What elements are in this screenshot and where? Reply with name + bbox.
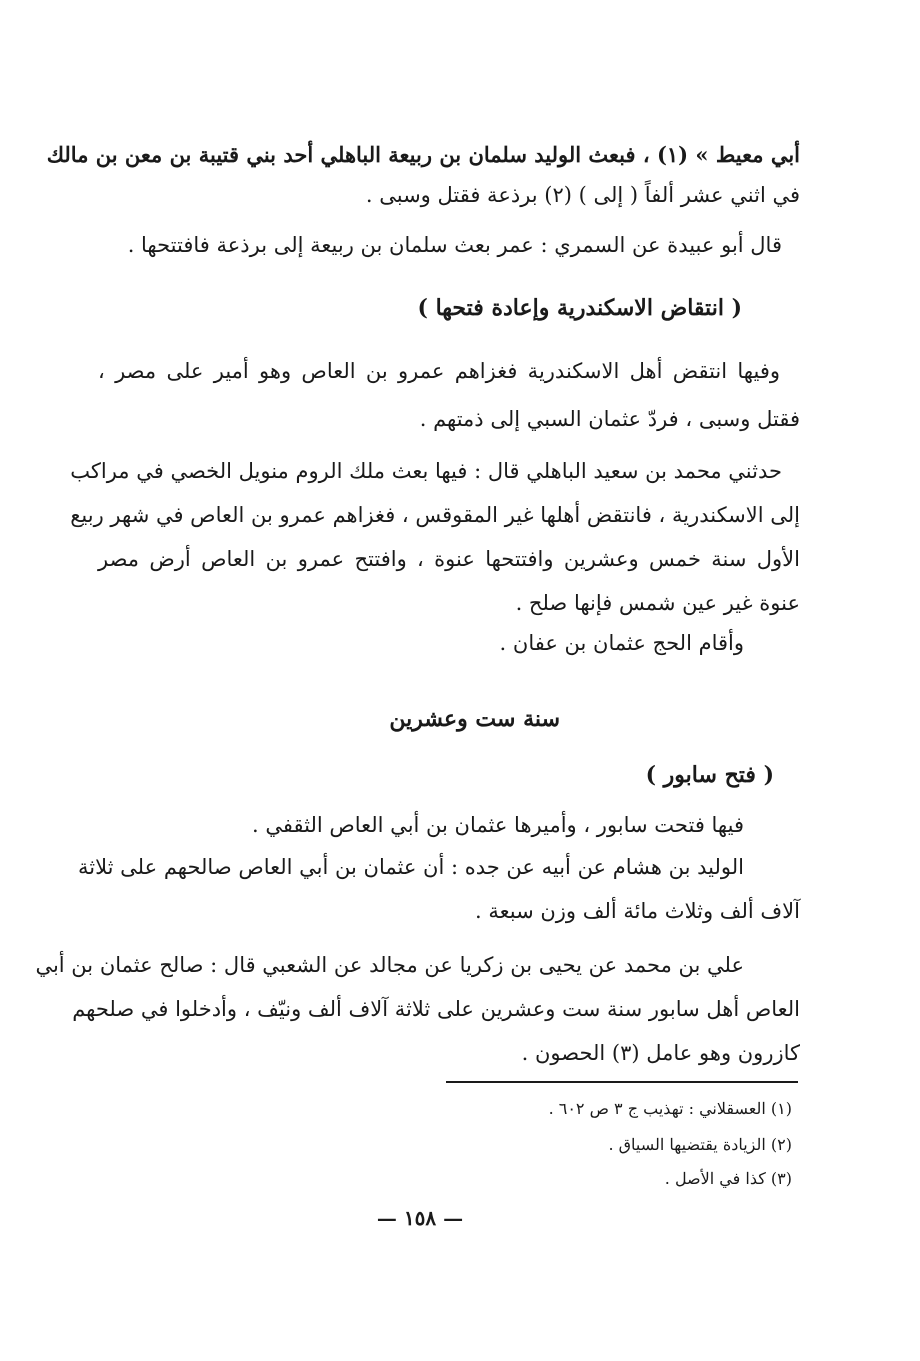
page-number: — ١٥٨ — [376,1206,464,1230]
paragraph-8-line-3: كازرون وهو عامل (٣) الحصون . [521,1041,800,1065]
footnote-3: (٣) كذا في الأصل . [664,1169,792,1188]
paragraph-1-line-2: في اثني عشر ألفاً ( إلى ) (٢) برذعة فقتل وسبى . [365,183,800,207]
section-heading-sabur: ( فتح سابور ) [645,762,774,788]
paragraph-1-line-1: أبي معيط » (١) ، فبعث الوليد سلمان بن ربيعة الباهلي أحد بني قتيبة بن معن بن مالك [46,142,800,167]
paragraph-6-line-1: فيها فتحت سابور ، وأميرها عثمان بن أبي العاص الثقفي . [252,813,744,837]
footnote-separator [446,1081,798,1083]
paragraph-3-line-2: فقتل وسبى ، فردّ عثمان السبي إلى ذمتهم . [419,407,800,431]
paragraph-8-line-2: العاص أهل سابور سنة ست وعشرين على ثلاثة آلاف ألف ونيّف ، وأدخلوا في صلحهم [72,997,800,1021]
footnote-2: (٢) الزيادة يقتضيها السياق . [608,1135,792,1154]
section-heading-alexandria: ( انتقاض الاسكندرية وإعادة فتحها ) [417,295,742,321]
paragraph-2-line-1: قال أبو عبيدة عن السمري : عمر بعث سلمان بن ربيعة إلى برذعة فافتتحها . [127,233,782,257]
paragraph-4-line-4: عنوة غير عين شمس فإنها صلح . [515,591,800,615]
footnote-1: (١) العسقلاني : تهذيب ج ٣ ص ٦٠٢ . [548,1099,792,1118]
paragraph-4-line-2: إلى الاسكندرية ، فانتقض أهلها غير المقوقس ، فغزاهم عمرو بن العاص في شهر ربيع [70,503,800,527]
paragraph-7-line-1: الوليد بن هشام عن أبيه عن جده : أن عثمان بن أبي العاص صالحهم على ثلاثة [78,855,744,879]
paragraph-5-line-1: وأقام الحج عثمان بن عفان . [499,631,744,655]
paragraph-4-line-3: الأول سنة خمس وعشرين وافتتحها عنوة ، وافتتح عمرو بن العاص أرض مصر [98,547,800,571]
paragraph-7-line-2: آلاف ألف وثلاث مائة ألف وزن سبعة . [475,899,800,923]
paragraph-4-line-1: حدثني محمد بن سعيد الباهلي قال : فيها بعث ملك الروم منويل الخصي في مراكب [70,459,782,483]
paragraph-8-line-1: علي بن محمد عن يحيى بن زكريا عن مجالد عن الشعبي قال : صالح عثمان بن أبي [35,953,744,977]
paragraph-3-line-1: وفيها انتقض أهل الاسكندرية فغزاهم عمرو بن العاص وهو أمير على مصر ، [98,359,780,383]
year-title: سنة ست وعشرين [389,706,560,732]
